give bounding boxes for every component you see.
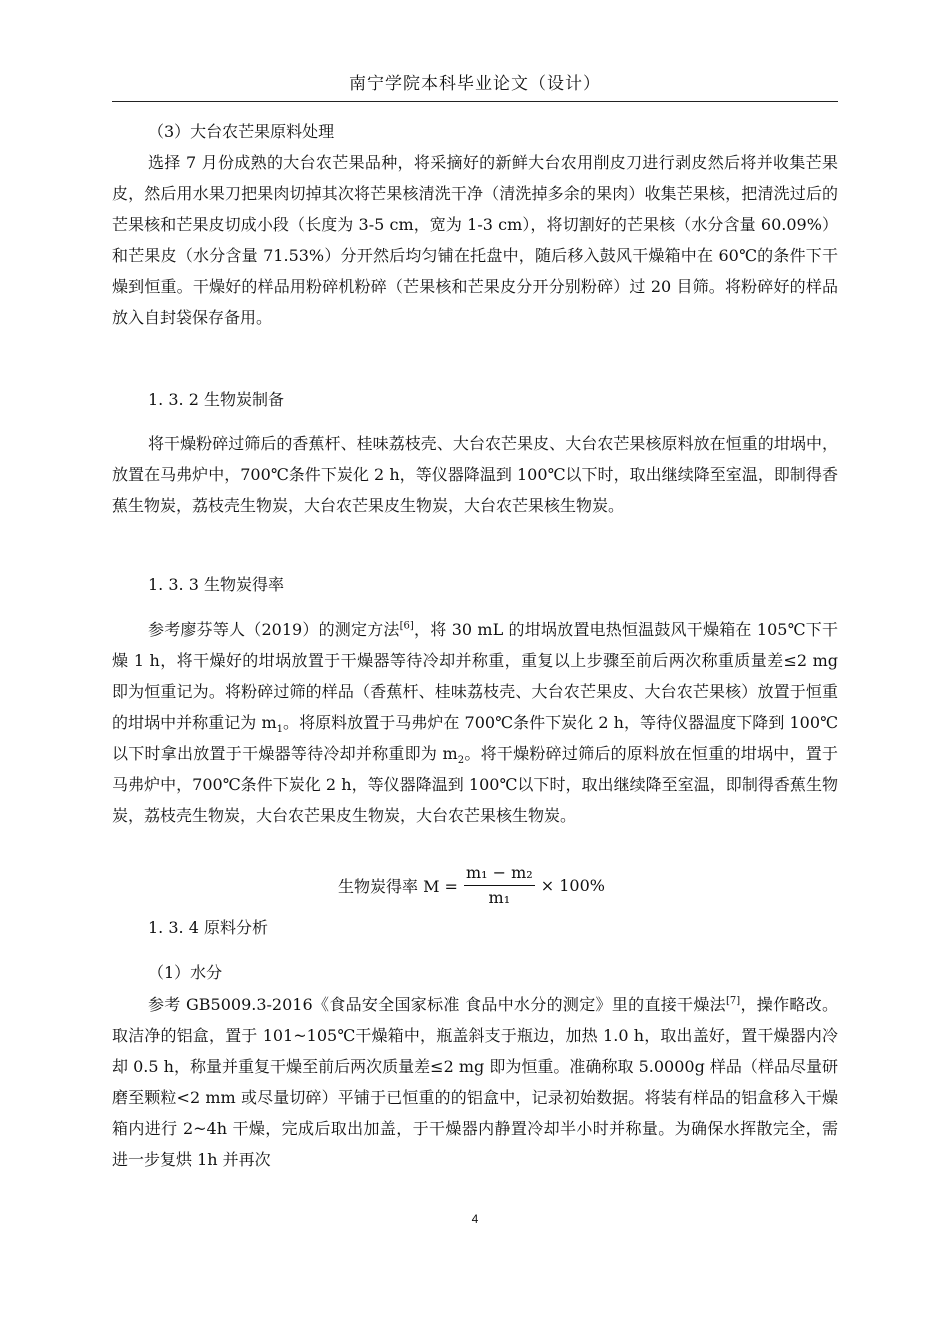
paragraph-moisture (112, 989, 838, 1175)
citation: [6] (399, 620, 414, 632)
section-heading-1-3-4: 1. 3. 4 原料分析 (148, 918, 268, 937)
formula-numerator: m₁ − m₂ (464, 863, 535, 886)
paragraph-biochar-yield (112, 614, 838, 831)
page-header: 南宁学院本科毕业论文（设计） (349, 74, 601, 94)
header-rule (112, 101, 838, 102)
formula-rhs: × 100% (540, 875, 605, 895)
text-segment: ，操作略改。取洁净的铝盒，置于 101~105℃干燥箱中，瓶盖斜支于瓶边，加热 1.0 h，取出盖好，置干燥器内冷却 0.5 h，称量并重复干燥至前后两次质量差≤2 mg 即为恒重。准确称取 5.0000g 样品（样品尽量研磨至颗粒<2 mm 或尽量切碎）平铺于已恒重的的铝盒中，记录初始数据。将装有样品的铝盒移入干燥箱内进行 2~4h 干燥，完成后取出加盖，于干燥器内静置冷却半小时并称量。为确保水挥散完全，需进一步复烘 1h 并再次 (112, 995, 838, 1169)
formula-denominator: m₁ (488, 887, 511, 907)
formula-fraction (464, 863, 535, 908)
formula-lhs: 生物炭得率 M = (338, 876, 458, 896)
citation: [7] (725, 995, 741, 1007)
text-segment: 。将原料放置于马弗炉在 700℃条件下炭化 2 h，等待仪器温度下降到 100℃以下时拿出放置于干燥器等待冷却并称重即为 m (112, 713, 838, 763)
paragraph-mango-processing: 选择 7 月份成熟的大台农芒果品种，将采摘好的新鲜大台农用削皮刀进行剥皮然后将并收集芒果皮，然后用水果刀把果肉切掉其次将芒果核清洗干净（清洗掉多余的果肉）收集芒果核，把清洗过后的芒果核和芒果皮切成小段（长度为 3-5 cm，宽为 1-3 cm），将切割好的芒果核（水分含量 60.09%）和芒果皮（水分含量 71.53%）分开然后均匀铺在托盘中，随后移入鼓风干燥箱中在 60℃的条件下干燥到恒重。干燥好的样品用粉碎机粉碎（芒果核和芒果皮分开分别粉碎）过 20 目筛。将粉碎好的样品放入自封袋保存备用。 (112, 153, 838, 327)
subscript: 2 (457, 755, 465, 767)
page-number: 4 (471, 1212, 479, 1226)
section-heading-1-3-2: 1. 3. 2 生物炭制备 (148, 390, 284, 409)
text-segment: 。将干燥粉碎过筛后的原料放在恒重的坩埚中，置于马弗炉中，700℃条件下炭化 2 h，等仪器降温到 100℃以下时，取出继续降至室温，即制得香蕉生物炭，荔枝壳生物炭，大台农芒果皮生物炭，大台农芒果核生物炭。 (112, 744, 838, 825)
yield-formula (338, 860, 605, 910)
subscript: 1 (276, 724, 283, 736)
subsection-heading-moisture: （1）水分 (148, 963, 223, 982)
text-segment: 参考廖芬等人（2019）的测定方法 (148, 620, 400, 639)
subsection-heading-3: （3）大台农芒果原料处理 (148, 122, 335, 141)
section-heading-1-3-3: 1. 3. 3 生物炭得率 (148, 575, 284, 594)
text-segment: ，将 30 mL 的坩埚放置电热恒温鼓风干燥箱在 105℃下干燥 1 h，将干燥好的坩埚放置于干燥器等待冷却并称重，重复以上步骤至前后两次称重质量差≤2 mg 即为恒重记为。将粉碎过筛的样品（香蕉杆、桂味荔枝壳、大台农芒果皮、大台农芒果核）放置于恒重的坩埚中并称重记为 m (112, 620, 838, 732)
text-segment: 参考 GB5009.3-2016《食品安全国家标准 食品中水分的测定》里的直接干燥法 (148, 995, 726, 1014)
paragraph-biochar-preparation: 将干燥粉碎过筛后的香蕉杆、桂味荔枝壳、大台农芒果皮、大台农芒果核原料放在恒重的坩埚中，放置在马弗炉中，700℃条件下炭化 2 h，等仪器降温到 100℃以下时，取出继续降至室温，即制得香蕉生物炭，荔枝壳生物炭，大台农芒果皮生物炭，大台农芒果核生物炭。 (112, 434, 838, 515)
